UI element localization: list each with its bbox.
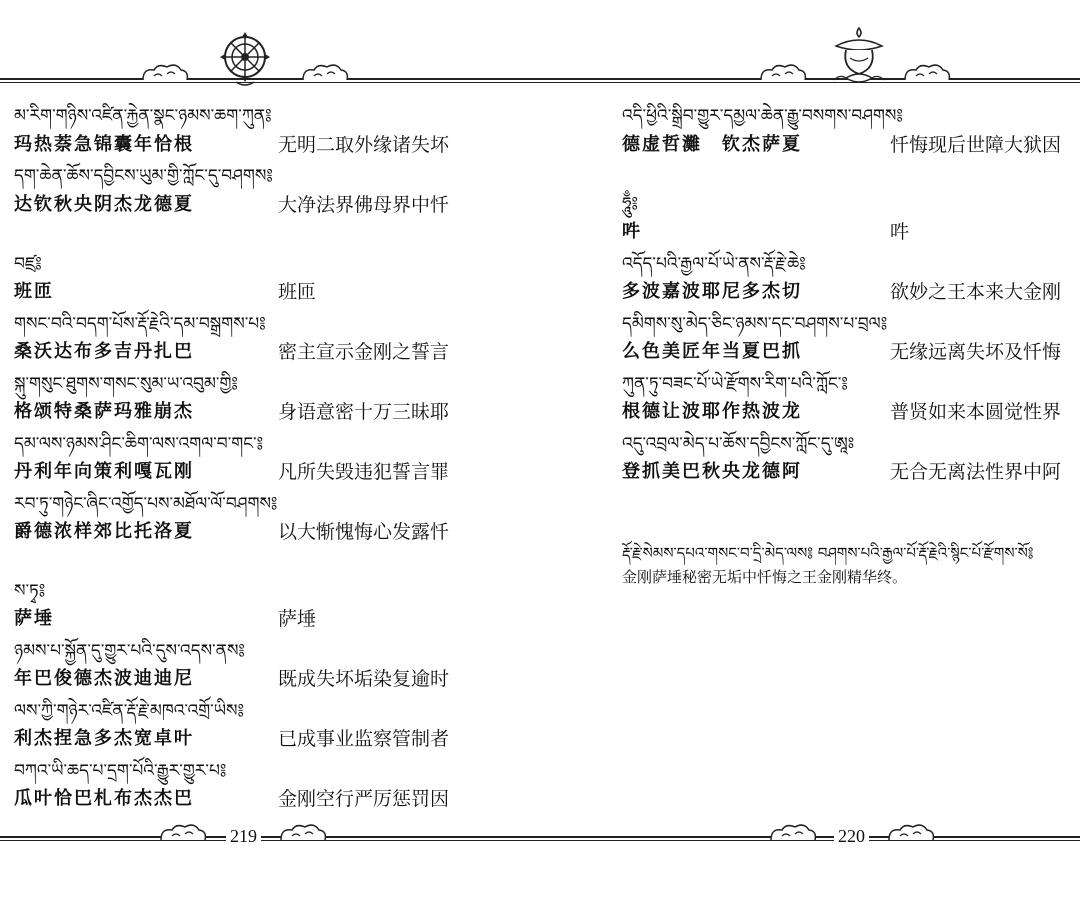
tibetan-line: གསང་བའི་བདག་པོས་རྡོ་རྗེའི་དམ་བསྒྲགས་པ༔ [14,314,266,334]
tibetan-line: དག་ཆེན་ཆོས་དབྱིངས་ཡུམ་གྱི་ཀློང་དུ་བཤགས༔ [14,166,273,186]
chinese-line: 吽 [890,221,910,243]
tibetan-line: འདོད་པའི་རྒྱལ་པོ་ཡེ་ནས་རྡོ་རྗེ་ཆེ༔ [622,254,806,274]
right-header-rule [540,78,1080,83]
chinese-line: 金刚空行严厉惩罚因 [278,788,450,810]
colophon-chinese: 金刚萨埵秘密无垢中忏悔之王金刚精华终。 [622,568,908,586]
tibetan-line: རབ་ཏུ་གཉེང་ཞིང་འགྱོད་པས་མཐོལ་ལོ་བཤགས༔ [14,494,278,514]
transliteration-line: 瓜叶恰巴札布杰杰巴 [14,788,194,809]
left-footer-rule [0,836,540,841]
transliteration-line: 格颂特桑萨玛雅崩杰 [14,401,194,422]
cloud-ornament-icon [902,62,952,84]
tibetan-line: ས་ཏྭ༔ [14,581,46,601]
cloud-ornament-icon [758,62,808,84]
transliteration-line: 年巴俊德杰波迪迪尼 [14,668,194,689]
tibetan-line: མ་རིག་གཉིས་འཛིན་རྐྱེན་སྣང་ཉམས་ཆག་ཀུན༔ [14,106,272,126]
vase-of-treasure-icon [832,26,886,88]
chinese-line: 密主宣示金刚之誓言 [278,341,450,363]
tibetan-line: བཛྲ༔ [14,254,42,274]
right-page [540,0,1080,907]
page-number: 219 [226,826,261,847]
chinese-line: 凡所失毁违犯誓言罪 [278,461,450,483]
tibetan-line: ཀུན་ཏུ་བཟང་པོ་ཡེ་རྫོགས་རིག་པའི་ཀློང་༔ [622,374,848,394]
cloud-ornament-icon [886,822,936,844]
chinese-line: 无合无离法性界中阿 [890,461,1062,483]
cloud-ornament-icon [278,822,328,844]
transliteration-line: 德虚哲灘 钦杰萨夏 [622,134,802,155]
colophon-tibetan: རྡོ་རྗེ་སེམས་དཔའ་གསང་བ་དྲི་མེད་ལས༔ བཤགས་པའི་རྒྱལ་པོ་རྡོ་རྗེའི་སྙིང་པོ་རྫོགས་སོ༔ [622,544,1034,562]
transliteration-line: 萨埵 [14,608,54,629]
chinese-line: 班匝 [278,281,317,303]
transliteration-line: 利杰捏急多杰宽卓叶 [14,728,194,749]
chinese-line: 身语意密十万三昧耶 [278,401,450,423]
transliteration-line: 爵德浓样郊比托洛夏 [14,521,194,542]
cloud-ornament-icon [300,62,350,84]
chinese-line: 忏悔现后世障大狱因 [890,134,1062,156]
tibetan-line: ལས་ཀྱི་གཉེར་འཛིན་རྡོ་རྗེ་མཁའ་འགྲོ་ཡིས༔ [14,701,244,721]
cloud-ornament-icon [768,822,818,844]
transliteration-line: 多波嘉波耶尼多杰切 [622,281,802,302]
tibetan-line: ཧཱུྃ༔ [622,194,639,214]
chinese-line: 普贤如来本圆觉性界 [890,401,1062,423]
chinese-line: 无明二取外缘诸失坏 [278,134,450,156]
transliteration-line: 么色美匠年当夏巴抓 [622,341,802,362]
transliteration-line: 班匝 [14,281,54,302]
tibetan-line: སྐུ་གསུང་ཐུགས་གསང་སུམ་ཡ་འབུམ་གྱི༔ [14,374,238,394]
tibetan-line: འདུ་འབྲལ་མེད་པ་ཆོས་དབྱིངས་ཀློང་དུ་ཨཱཿ [622,434,855,454]
chinese-line: 已成事业监察管制者 [278,728,450,750]
transliteration-line: 桑沃达布多吉丹扎巴 [14,341,194,362]
tibetan-line: འདི་ཕྱིའི་སྒྲིབ་གྱུར་དམྱལ་ཆེན་རྒྱུ་བསགས་བཤགས༔ [622,106,903,126]
tibetan-line: དམ་ལས་ཉམས་ཤིང་ཆིག་ལས་འགལ་བ་གང་༔ [14,434,264,454]
transliteration-line: 吽 [622,221,642,242]
chinese-line: 欲妙之王本来大金刚 [890,281,1062,303]
chinese-line: 以大惭愧悔心发露忏 [278,521,450,543]
chinese-line: 无缘远离失坏及忏悔 [890,341,1062,363]
transliteration-line: 玛热萘急锦囊年恰根 [14,134,194,155]
tibetan-line: བཀའ་ཡི་ཆད་པ་དྲག་པོའི་རྒྱུར་གྱུར་པ༔ [14,761,227,781]
page-number: 220 [834,826,869,847]
transliteration-line: 达钦秋央阴杰龙德夏 [14,194,194,215]
chinese-line: 既成失坏垢染复逾时 [278,668,450,690]
transliteration-line: 丹利年向策利嘎瓦刚 [14,461,194,482]
tibetan-line: ཉམས་པ་སྐྱོན་དུ་གྱུར་པའི་དུས་འདས་ནས༔ [14,641,245,661]
cloud-ornament-icon [158,822,208,844]
dharma-wheel-icon [218,30,272,88]
transliteration-line: 根德让波耶作热波龙 [622,401,802,422]
transliteration-line: 登抓美巴秋央龙德阿 [622,461,802,482]
tibetan-line: དམིགས་སུ་མེད་ཅིང་ཉམས་དང་བཤགས་པ་བྲལ༔ [622,314,888,334]
chinese-line: 大净法界佛母界中忏 [278,194,450,216]
cloud-ornament-icon [140,62,190,84]
chinese-line: 萨埵 [278,608,317,630]
